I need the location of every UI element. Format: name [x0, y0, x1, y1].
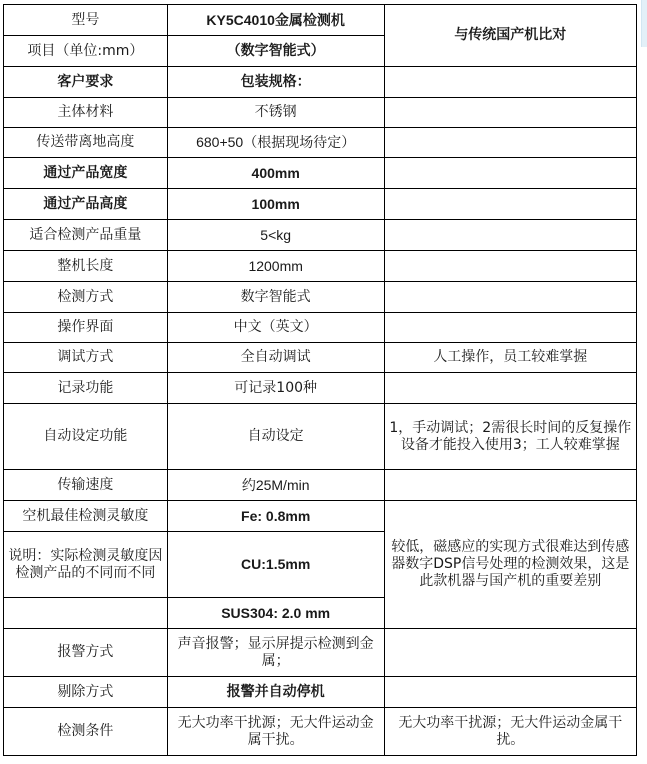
- row-value: 1200mm: [167, 251, 384, 282]
- row-compare: 1，手动调试；2需很长时间的反复操作设备才能投入使用3；工人较难掌握: [384, 404, 636, 470]
- row-label: 主体材料: [4, 98, 168, 128]
- row-compare: [384, 313, 636, 343]
- row-value: 400mm: [167, 158, 384, 189]
- row-compare: 无大功率干扰源；无大件运动金属干扰。: [384, 708, 636, 756]
- row-compare: [384, 158, 636, 189]
- row-compare: [384, 67, 636, 98]
- row-label: 剔除方式: [4, 677, 168, 708]
- table-row: [4, 404, 637, 470]
- table-row: [4, 158, 637, 189]
- row-label: 报警方式: [4, 629, 168, 677]
- table-row: [4, 313, 637, 343]
- table-row: [4, 67, 637, 98]
- row-value: 无大功率干扰源；无大件运动金属干扰。: [167, 708, 384, 756]
- row-label: 通过产品高度: [4, 189, 168, 220]
- row-compare: [384, 470, 636, 501]
- table-row: [4, 128, 637, 158]
- row-value: 数字智能式: [167, 282, 384, 313]
- sensitivity-row-fe: [4, 501, 637, 532]
- item-unit-label: 项目（单位:mm）: [4, 36, 168, 67]
- model-label: 型号: [4, 5, 168, 36]
- model-name: KY5C4010金属检测机: [167, 5, 384, 36]
- table-row: [4, 629, 637, 677]
- table-row: [4, 189, 637, 220]
- row-compare: [384, 251, 636, 282]
- row-label: 操作界面: [4, 313, 168, 343]
- row-label: 记录功能: [4, 373, 168, 404]
- row-label: 传输速度: [4, 470, 168, 501]
- sensitivity-note: 说明：实际检测灵敏度因检测产品的不同而不同: [4, 532, 168, 598]
- row-value: 5<kg: [167, 220, 384, 251]
- table-row: [4, 282, 637, 313]
- table-row: [4, 470, 637, 501]
- compare-header: 与传统国产机比对: [384, 5, 636, 67]
- row-value: 全自动调试: [167, 343, 384, 373]
- row-label: 检测条件: [4, 708, 168, 756]
- sensitivity-compare: 较低，磁感应的实现方式很难达到传感器数字DSP信号处理的检测效果，这是此款机器与国产机的重要差别: [384, 501, 636, 629]
- row-value: 声音报警；显示屏提示检测到金属；: [167, 629, 384, 677]
- row-label: 整机长度: [4, 251, 168, 282]
- sensitivity-sus: SUS304: 2.0 mm: [167, 598, 384, 629]
- spec-comparison-table: [3, 4, 637, 756]
- row-label: 适合检测产品重量: [4, 220, 168, 251]
- row-compare: [384, 128, 636, 158]
- row-value: 680+50（根据现场待定）: [167, 128, 384, 158]
- row-label: 检测方式: [4, 282, 168, 313]
- table-row: [4, 373, 637, 404]
- sensitivity-label: 空机最佳检测灵敏度: [4, 501, 168, 532]
- row-compare: [384, 282, 636, 313]
- row-value: 可记录100种: [167, 373, 384, 404]
- table-row: [4, 677, 637, 708]
- table-row: [4, 98, 637, 128]
- row-value: 100mm: [167, 189, 384, 220]
- row-compare: [384, 373, 636, 404]
- row-compare: 人工操作，员工较难掌握: [384, 343, 636, 373]
- row-compare: [384, 220, 636, 251]
- row-label: 通过产品宽度: [4, 158, 168, 189]
- table-row: [4, 343, 637, 373]
- row-label: 自动设定功能: [4, 404, 168, 470]
- row-compare: [384, 677, 636, 708]
- row-compare: [384, 629, 636, 677]
- row-label: 客户要求: [4, 67, 168, 98]
- row-value: 包装规格：: [167, 67, 384, 98]
- table-row: [4, 708, 637, 756]
- row-value: 不锈钢: [167, 98, 384, 128]
- sensitivity-cu: CU:1.5mm: [167, 532, 384, 598]
- table-row: [4, 220, 637, 251]
- sensitivity-note2: [4, 598, 168, 629]
- model-type: （数字智能式）: [167, 36, 384, 67]
- row-value: 约25M/min: [167, 470, 384, 501]
- header-row-model: [4, 5, 637, 36]
- row-value: 自动设定: [167, 404, 384, 470]
- table-row: [4, 251, 637, 282]
- row-value: 报警并自动停机: [167, 677, 384, 708]
- row-compare: [384, 189, 636, 220]
- side-panel-edge: [641, 0, 647, 47]
- row-label: 传送带离地高度: [4, 128, 168, 158]
- sensitivity-fe: Fe: 0.8mm: [167, 501, 384, 532]
- row-label: 调试方式: [4, 343, 168, 373]
- row-compare: [384, 98, 636, 128]
- row-value: 中文（英文）: [167, 313, 384, 343]
